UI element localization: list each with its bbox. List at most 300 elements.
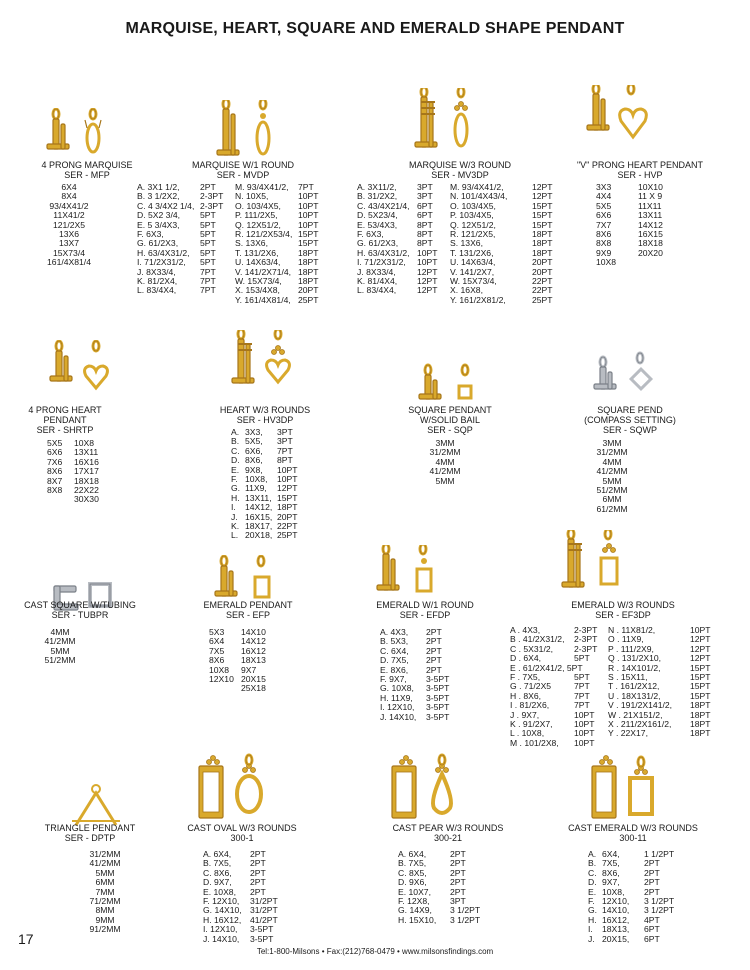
size-cell: 8X7	[47, 475, 63, 486]
size-cell: 22PT	[277, 521, 298, 532]
product-series: 300-21	[433, 833, 463, 843]
size-cell: 10PT	[574, 709, 595, 720]
size-cell: S. 13X6,	[450, 238, 483, 249]
size-cell: A. 6X4,	[203, 849, 232, 859]
size-cell: 18X17,	[245, 521, 273, 532]
product-series: SER - EFP	[225, 610, 270, 620]
size-cell: 7PT	[574, 700, 590, 711]
size-cell: D. 5X2 3/4,	[137, 210, 180, 221]
size-cell: 61/2MM	[596, 503, 628, 514]
size-cell: 2PT	[450, 849, 466, 859]
size-cell: 7PT	[574, 690, 590, 701]
size-cell: 13X6	[58, 229, 80, 240]
size-cell: 7X7	[596, 219, 612, 230]
size-cell: 2PT	[250, 849, 266, 859]
size-cell: G . 71/2X5	[510, 681, 552, 692]
size-cell: A.	[231, 427, 240, 437]
product-caption	[555, 160, 725, 180]
size-cell: 7X5,	[602, 858, 620, 869]
size-cell: 41/2PT	[250, 914, 278, 925]
size-cell: 25PT	[277, 530, 298, 541]
size-cell: 3-5PT	[250, 924, 274, 935]
size-cell	[357, 296, 417, 305]
size-cell: M. 93/4X41/2,	[450, 182, 504, 192]
size-cell: 8PT	[417, 229, 433, 240]
size-cell: I.	[231, 502, 236, 513]
size-cell: 15PT	[690, 681, 711, 692]
product-name: CAST PEAR W/3 ROUNDS	[392, 823, 504, 833]
size-cell: 5MM	[435, 475, 455, 486]
size-cell: V. 141/2X7,	[450, 266, 495, 277]
size-cell: P. 103/4X5,	[450, 210, 494, 221]
size-cell: 31/2MM	[429, 447, 461, 458]
size-cell: 6X6,	[245, 445, 263, 456]
size-cell: 18X13,	[602, 924, 630, 935]
size-row	[398, 916, 490, 925]
size-cell: 14X10,	[602, 905, 630, 916]
product-name: SQUARE PEND	[597, 405, 663, 415]
size-cell: J. 8X33/4,	[137, 266, 176, 277]
size-cell: B.	[588, 858, 597, 869]
size-cell: C. 4 3/4X2 1/4,	[137, 200, 195, 211]
size-cell: 8X8	[596, 238, 612, 249]
product-caption	[5, 600, 155, 620]
product-series: SER - HVP	[617, 170, 663, 180]
size-cell: F . 7X5,	[510, 672, 541, 683]
size-cell: Y. 161/4X81/4,	[235, 294, 291, 305]
size-cell: 10PT	[298, 200, 319, 211]
size-cell: D. 7X5,	[380, 655, 409, 666]
size-cell: 9X7,	[602, 877, 620, 888]
size-cell: 9MM	[95, 914, 115, 925]
size-cell: O. 103/4X5,	[450, 200, 496, 211]
size-cell: 2PT	[450, 877, 466, 888]
size-cell	[47, 495, 74, 504]
size-cell: 15PT	[690, 672, 711, 683]
size-cell: 2-3PT	[574, 643, 598, 654]
size-cell: 10X8,	[602, 886, 625, 897]
size-cell: X . 211/2X161/2,	[608, 719, 672, 730]
size-cell: H. 16X12,	[203, 914, 242, 925]
size-cell: I. 12X10,	[203, 924, 238, 935]
size-cell: C . 5X31/2,	[510, 643, 553, 654]
size-cell: 3-5PT	[426, 674, 450, 685]
size-cell: K . 91/2X7,	[510, 719, 553, 730]
product-series: 300-11	[619, 833, 647, 843]
size-cell: 3PT	[417, 191, 433, 202]
product-caption	[380, 405, 520, 435]
size-cell: 13X7	[58, 238, 80, 249]
product-series: SER - SQWP	[602, 425, 657, 435]
size-cell: 161/4X81/4	[47, 257, 91, 268]
size-cell: 5MM	[95, 867, 115, 878]
size-cell: B.	[231, 436, 240, 447]
size-cell: U. 14X63/4,	[235, 257, 281, 268]
size-cell: D.	[231, 455, 240, 466]
cast-pear-three-round-icon	[388, 750, 458, 822]
size-cell: 18PT	[532, 238, 553, 249]
size-cell: 5PT	[200, 257, 216, 268]
size-cell: D. 9X6,	[398, 877, 427, 888]
size-cell: B. 3 1/2X2,	[137, 191, 180, 202]
size-cell: 6X6	[47, 447, 63, 458]
size-cell: 3-5PT	[426, 683, 450, 694]
size-cell: 8X8	[47, 485, 63, 496]
size-cell: 8PT	[277, 455, 293, 466]
size-cell: 16X12	[241, 645, 266, 656]
size-cell: 31/2MM	[596, 447, 628, 458]
size-cell: 2PT	[426, 655, 442, 666]
size-cell: L. 83/4X4,	[137, 285, 177, 296]
size-cell: 3MM	[602, 438, 622, 448]
size-cell: 20PT	[532, 266, 553, 277]
size-cell: 5X5,	[245, 436, 263, 447]
size-row	[203, 935, 290, 944]
size-cell: H.	[231, 492, 240, 503]
size-cell: 12PT	[690, 634, 711, 645]
size-cell: G. 61/2X3,	[137, 238, 179, 249]
size-cell: 7PT	[200, 266, 216, 277]
size-cell: 3 1/2PT	[450, 914, 481, 925]
size-cell: 3PT	[277, 436, 293, 447]
size-cell: 20PT	[532, 257, 553, 268]
product-caption	[195, 405, 335, 425]
size-list	[30, 628, 90, 666]
size-cell: D.	[588, 877, 597, 888]
size-row	[596, 258, 678, 267]
emerald-three-round-pendant-icon	[560, 530, 630, 602]
page-title: MARQUISE, HEART, SQUARE AND EMERALD SHAPE PENDANT	[125, 20, 625, 37]
product-caption	[355, 600, 495, 620]
size-cell: 5PT	[574, 653, 590, 664]
size-cell: B . 41/2X31/2,	[510, 634, 565, 645]
size-cell: 12PT	[690, 643, 711, 654]
size-cell: 15PT	[532, 200, 553, 211]
size-cell: 10PT	[277, 474, 298, 485]
size-list	[75, 850, 135, 935]
size-cell: 16X15,	[245, 511, 273, 522]
size-cell: 18PT	[690, 700, 711, 711]
size-cell: Y . 22X17,	[608, 728, 648, 739]
size-cell: 2PT	[250, 867, 266, 878]
product-name: EMERALD W/3 ROUNDS	[571, 600, 675, 610]
size-cell: 20PT	[298, 285, 319, 296]
size-cell: 4MM	[50, 627, 70, 637]
size-cell: G. 61/2X3,	[357, 238, 399, 249]
size-cell: 18PT	[690, 709, 711, 720]
size-cell: 3PT	[277, 427, 293, 437]
product-name: PENDANT	[43, 415, 87, 425]
size-cell: 16X15	[638, 229, 663, 240]
size-cell: J.	[231, 511, 238, 522]
size-cell: E.	[588, 886, 597, 897]
size-list	[510, 626, 720, 748]
size-cell: F.	[588, 896, 595, 907]
size-row	[380, 713, 466, 722]
product-name: MARQUISE W/3 ROUND	[408, 160, 511, 170]
size-cell: 2PT	[426, 636, 442, 647]
size-cell	[417, 296, 450, 305]
size-cell: J. 14X10,	[203, 933, 240, 944]
size-cell: 31/2PT	[250, 905, 278, 916]
size-cell: J. 8X33/4,	[357, 266, 396, 277]
size-cell: 5MM	[50, 645, 70, 656]
size-cell: G. 14X9,	[398, 905, 432, 916]
product-caption	[558, 823, 708, 843]
size-cell: E. 53/4X3,	[357, 219, 398, 230]
product-caption	[12, 160, 162, 180]
cast-emerald-three-round-icon	[588, 750, 658, 822]
size-cell: E. 10X7,	[398, 886, 431, 897]
size-cell: 10X8	[209, 664, 230, 675]
size-cell: 7PT	[200, 285, 216, 296]
size-cell: 2PT	[450, 886, 466, 897]
size-cell: C.	[231, 445, 240, 456]
product-name: (COMPASS SETTING)	[584, 415, 676, 425]
size-cell: 9X9	[596, 247, 612, 258]
size-row	[357, 296, 562, 305]
size-cell: 10PT	[574, 728, 595, 739]
size-row	[34, 258, 104, 267]
size-cell: 15PT	[277, 492, 298, 503]
size-cell: 5PT	[200, 229, 216, 240]
size-cell: 15PT	[532, 219, 553, 230]
size-cell: 22PT	[532, 276, 553, 287]
size-cell	[200, 296, 235, 305]
size-cell: 41/2MM	[596, 466, 628, 477]
size-cell: 10X8,	[245, 474, 268, 485]
size-cell: H. 63/4X31/2,	[137, 247, 190, 258]
size-row	[577, 505, 647, 514]
size-list	[34, 183, 104, 268]
size-cell: G.	[588, 905, 598, 916]
size-cell: 15X73/4	[52, 247, 86, 258]
size-list	[47, 439, 104, 505]
size-cell: 18PT	[532, 247, 553, 258]
size-cell: X. 16X8,	[450, 285, 483, 296]
size-cell: H.	[588, 914, 597, 925]
size-cell: 30X30	[74, 494, 99, 505]
product-name: TRIANGLE PENDANT	[44, 823, 136, 833]
size-cell: 6X4,	[602, 849, 620, 859]
size-cell: A.	[588, 849, 597, 859]
product-name: CAST OVAL W/3 ROUNDS	[187, 823, 297, 833]
size-cell: Q. 12X51/2,	[235, 219, 281, 230]
product-series: SER - MV3DP	[431, 170, 489, 180]
size-cell: F. 9X7,	[380, 674, 407, 685]
size-cell: 18PT	[690, 719, 711, 730]
size-cell: 3PT	[450, 896, 466, 907]
product-series: SER - EF3DP	[595, 610, 651, 620]
product-caption	[5, 405, 125, 435]
product-name: 4 PRONG HEART	[28, 405, 102, 415]
size-cell: H . 8X6,	[510, 690, 542, 701]
size-cell: S . 15X11,	[608, 672, 648, 683]
product-series: SER - MVDP	[216, 170, 270, 180]
size-cell: B. 7X5,	[203, 858, 232, 869]
size-cell: 10X8	[596, 257, 617, 268]
size-cell: 31/2PT	[250, 896, 278, 907]
size-cell: N . 11X81/2,	[608, 625, 656, 635]
size-cell: W. 15X73/4,	[450, 276, 497, 287]
size-cell: 9X8,	[245, 464, 263, 475]
size-row	[30, 656, 90, 665]
size-row	[410, 477, 480, 486]
product-series: SER - SHRTP	[36, 425, 94, 435]
footer-contact: Tel:1-800-Milsons • Fax:(212)768-0479 • www.milsonsfindings.com	[256, 947, 494, 956]
size-cell	[638, 258, 678, 267]
product-name: W/SOLID BAIL	[419, 415, 481, 425]
size-cell: 41/2MM	[44, 636, 76, 647]
size-cell: N. 10X5,	[235, 191, 269, 202]
product-caption	[548, 600, 698, 620]
size-cell: 8X6,	[245, 455, 263, 466]
size-list	[137, 183, 328, 305]
size-cell: C. 8X5,	[398, 867, 427, 878]
size-cell: F. 6X3,	[137, 229, 164, 240]
size-cell: K. 81/2X4,	[137, 276, 178, 287]
size-cell: 121/2X5	[52, 219, 86, 230]
size-cell: 5MM	[602, 475, 622, 486]
size-cell: 15PT	[298, 238, 319, 249]
size-cell: 7MM	[95, 886, 115, 897]
size-row	[231, 447, 307, 456]
size-cell: F. 12X10,	[203, 896, 240, 907]
product-name: SQUARE PENDANT	[408, 405, 492, 415]
size-cell: 5X5	[47, 438, 63, 448]
size-cell: B. 31/2X2,	[357, 191, 398, 202]
size-row	[231, 531, 307, 540]
size-cell: 6X4	[209, 636, 225, 647]
size-cell: 25PT	[298, 294, 319, 305]
heart-prong-pendant-icon	[48, 340, 118, 412]
size-cell: 2PT	[644, 886, 660, 897]
size-cell: 9X7	[241, 664, 257, 675]
size-cell: 2PT	[644, 867, 660, 878]
size-cell: D. 9X7,	[203, 877, 232, 888]
size-cell: 6PT	[417, 200, 433, 211]
size-cell: 10X8	[74, 438, 95, 448]
size-cell: 6MM	[602, 494, 622, 505]
product-caption	[168, 160, 318, 180]
size-cell: 22PT	[532, 285, 553, 296]
size-cell: 5PT	[200, 247, 216, 258]
size-cell: I. 12X10,	[380, 702, 415, 713]
size-cell	[690, 739, 720, 748]
size-cell	[608, 739, 690, 748]
size-cell: E. 10X8,	[203, 886, 236, 897]
size-cell: 15PT	[690, 662, 711, 673]
size-cell: G. 14X10,	[203, 905, 242, 916]
size-cell: 12PT	[277, 483, 298, 494]
size-cell: 10PT	[298, 210, 319, 221]
size-row	[209, 684, 281, 693]
size-list	[588, 850, 684, 944]
size-cell: 6X6	[596, 210, 612, 221]
size-cell: L . 10X8,	[510, 728, 545, 739]
size-cell: 7PT	[200, 276, 216, 287]
size-cell: R. 121/2X5,	[450, 229, 496, 240]
size-row	[75, 925, 135, 934]
size-cell: P. 111/2X5,	[235, 210, 278, 221]
size-cell: 3X3	[596, 182, 612, 192]
size-cell: 13X11,	[245, 492, 272, 503]
size-cell: 7PT	[574, 681, 590, 692]
size-cell: 8X6	[47, 466, 63, 477]
size-cell: 18X18	[638, 238, 663, 249]
size-cell: 91/2MM	[89, 924, 121, 935]
size-cell: 3X3,	[245, 427, 263, 437]
size-cell: 18PT	[532, 229, 553, 240]
size-cell: G.	[231, 483, 241, 494]
size-cell: 1 1/2PT	[644, 849, 675, 859]
size-cell: 10PT	[277, 464, 298, 475]
size-cell: V . 191/2X141/2,	[608, 700, 673, 711]
size-cell: B. 7X5,	[398, 858, 427, 869]
size-cell: 41/2MM	[429, 466, 461, 477]
size-cell: 11X41/2	[53, 210, 85, 221]
size-cell: 20X20	[638, 247, 663, 258]
size-cell: R. 121/2X53/4,	[235, 229, 293, 240]
size-cell: 5PT	[200, 210, 216, 221]
size-cell: 6PT	[644, 933, 660, 944]
size-cell: P . 111/2X9,	[608, 643, 654, 654]
size-cell: 14X12,	[245, 502, 273, 513]
size-cell: 2PT	[450, 858, 466, 869]
size-cell: 10PT	[417, 257, 438, 268]
size-cell: D. 5X23/4,	[357, 210, 398, 221]
size-cell: 25PT	[532, 294, 553, 305]
size-row	[510, 739, 720, 748]
size-cell: 2PT	[250, 858, 266, 869]
size-cell: A. 6X4,	[398, 849, 427, 859]
size-row	[231, 437, 307, 446]
size-cell: 3 1/2PT	[450, 905, 481, 916]
cast-oval-three-round-icon	[195, 750, 265, 822]
size-cell: 8X6,	[602, 867, 620, 878]
product-name: "V" PRONG HEART PENDANT	[576, 160, 704, 170]
size-cell: C. 8X6,	[203, 867, 232, 878]
size-row	[47, 495, 104, 504]
size-cell: A. 3X11/2,	[357, 182, 397, 192]
size-cell: 12PT	[690, 653, 711, 664]
size-cell: 5X3	[209, 627, 225, 637]
size-cell: 12X10	[209, 674, 234, 685]
size-cell: T . 161/2X12,	[608, 681, 660, 692]
size-cell: 2PT	[426, 664, 442, 675]
size-cell: 4X4	[596, 191, 612, 202]
product-series: SER - SQP	[427, 425, 473, 435]
size-cell: M. 93/4X41/2,	[235, 182, 289, 192]
size-cell: 18PT	[298, 266, 319, 277]
size-cell: M . 101/2X8,	[510, 737, 559, 748]
size-cell: 8PT	[417, 219, 433, 230]
size-cell: 3MM	[435, 438, 455, 448]
size-cell: 10PT	[574, 737, 595, 748]
size-cell: 6PT	[417, 210, 433, 221]
size-cell: G. 10X8,	[380, 683, 414, 694]
size-cell: 14X12	[241, 636, 266, 647]
size-cell: 3PT	[417, 182, 433, 192]
size-cell: 18PT	[690, 728, 711, 739]
product-series: SER - MFP	[64, 170, 110, 180]
size-cell: H. 15X10,	[398, 914, 437, 925]
size-cell: E . 61/2X41/2, 5PT	[510, 662, 583, 673]
size-cell: 8PT	[417, 238, 433, 249]
size-cell: I.	[588, 924, 593, 935]
size-list	[209, 628, 281, 694]
size-list	[231, 428, 307, 541]
